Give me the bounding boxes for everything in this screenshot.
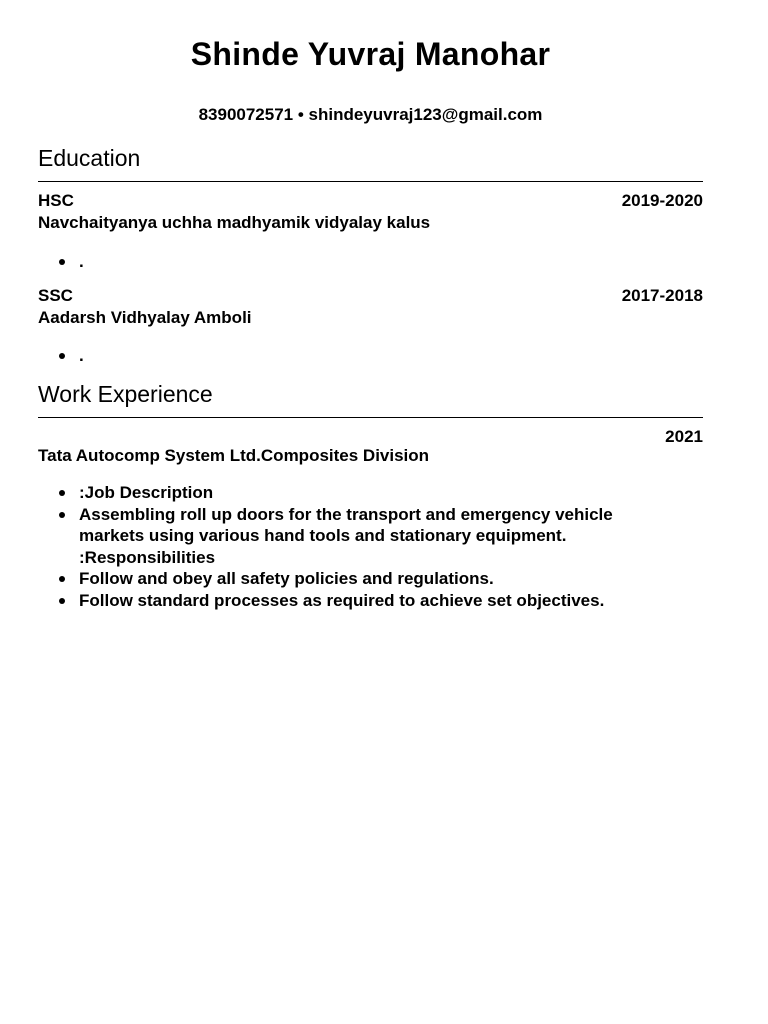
education-years: 2017-2018	[621, 286, 703, 305]
bullet-icon	[59, 598, 65, 604]
bullet-icon	[59, 259, 65, 265]
bullet-icon	[59, 576, 65, 582]
list-item: Assembling roll up doors for the transport and emergency vehicle markets using various hand tools and stationary equipment. :Responsibilities	[38, 504, 703, 569]
education-bullets	[38, 345, 703, 367]
contact-line: 8390072571 • shindeyuvraj123@gmail.com	[198, 105, 543, 124]
bullet-icon	[59, 490, 65, 496]
work-heading: Work Experience	[38, 381, 213, 407]
bullet-icon	[59, 353, 65, 359]
education-degree: SSC	[38, 286, 73, 305]
work-bullets	[38, 482, 703, 611]
education-school: Aadarsh Vidhyalay Amboli	[38, 308, 252, 327]
list-item: Follow standard processes as required to achieve set objectives.	[38, 590, 703, 612]
bullet-icon	[59, 512, 65, 518]
list-item: .	[38, 251, 703, 273]
candidate-name: Shinde Yuvraj Manohar	[190, 36, 551, 72]
list-item: .	[38, 345, 703, 367]
work-year: 2021	[665, 427, 703, 446]
education-school: Navchaityanya uchha madhyamik vidyalay kalus	[38, 213, 431, 232]
work-divider	[38, 417, 703, 418]
education-degree: HSC	[38, 191, 74, 210]
work-company: Tata Autocomp System Ltd.Composites Division	[38, 446, 430, 465]
education-bullets	[38, 251, 703, 273]
list-item: :Job Description	[38, 482, 703, 504]
education-divider	[38, 181, 703, 182]
education-years: 2019-2020	[621, 191, 703, 210]
list-item: Follow and obey all safety policies and regulations.	[38, 568, 703, 590]
education-heading: Education	[38, 145, 141, 171]
